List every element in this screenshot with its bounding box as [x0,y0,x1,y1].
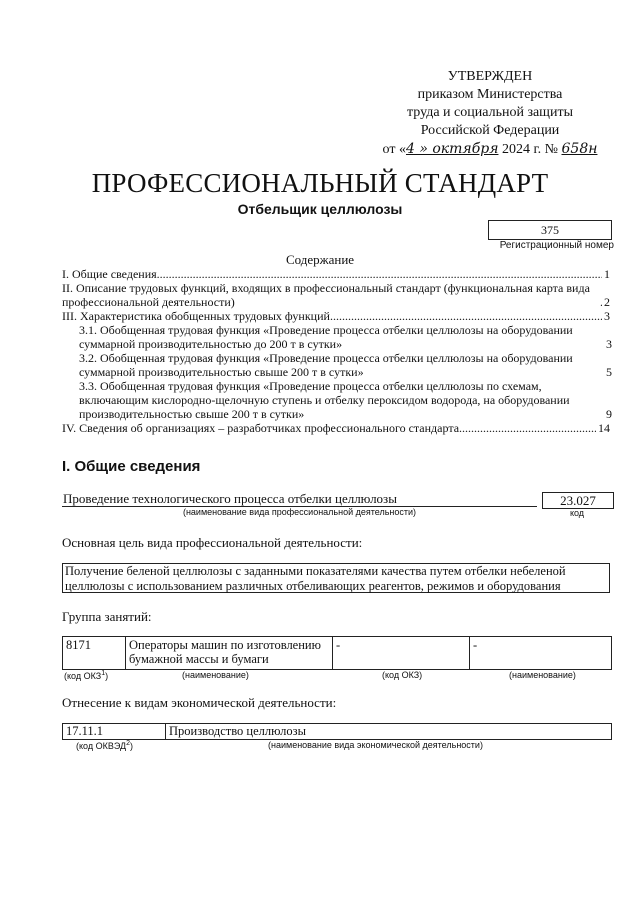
toc-leader [330,309,602,323]
toc-leader [157,267,602,281]
toc-item-text: IV. Сведения об организациях – разработчиках профессионального стандарта [62,421,460,435]
approval-line-2: приказом Министерства [417,87,563,102]
toc-item-text: I. Общие сведения [62,267,157,281]
okz-code-caption-1: (код ОКЗ$^1$) [64,670,109,681]
toc-item-page: 1 [604,267,610,281]
toc-leader [459,421,596,435]
toc-item-text: II. Описание трудовых функций, входящих в профессиональный стандарт (функциональная карта вида профессиональной деятельности) [62,281,590,309]
handwritten-date: 4 » октября [405,141,499,157]
okved-name: Производство целлюлозы [166,724,612,740]
toc-item-page: 5 [606,365,612,379]
toc-item[interactable] [62,281,610,309]
section-heading: I. Общие сведения [62,458,201,475]
toc-heading: Содержание [285,252,355,267]
group-label: Группа занятий: [62,609,152,624]
registration-label: Регистрационный номер [499,240,614,251]
page-title: ПРОФЕССИОНАЛЬНЫЙ СТАНДАРТ [91,168,549,198]
toc-item[interactable] [62,323,610,351]
toc-item[interactable] [62,421,610,435]
occupation-group-table [62,636,612,670]
okved-code-caption: (код ОКВЭД$^2$) [76,740,134,751]
okved-table [62,723,612,740]
toc-item[interactable] [62,351,610,379]
activity-kind-caption: (наименование вида профессиональной деятельности) [182,507,417,517]
okz-name-2: - [470,637,612,670]
purpose-label: Основная цель вида профессиональной деятельности: [62,535,363,550]
registration-number: 375 [488,220,612,240]
okz-code-caption-2: (код ОКЗ) [382,670,423,680]
approval-line-1: УТВЕРЖДЕН [447,69,533,84]
toc-item-page: 14 [598,421,610,435]
toc-item-page: 3 [606,337,612,351]
page-subtitle: Отбельщик целлюлозы [237,201,403,217]
toc-item-text: III. Характеристика обобщенных трудовых функций [62,309,330,323]
toc-item-page: 2 [604,295,610,309]
toc-item-text: 3.2. Обобщенная трудовая функция «Проведение процесса отбелки целлюлозы на оборудовании суммарной производительностью свыше 200 т в сутки» [79,351,573,379]
activity-code: 23.027 [542,492,614,509]
okved-name-caption: (наименование вида экономической деятельности) [268,740,483,750]
toc-item[interactable] [62,379,610,421]
table-row [63,637,612,670]
okz-code-1: 8171 [63,637,126,670]
okz-name-caption-2: (наименование) [509,670,576,680]
date-year: 2024 г. № [501,142,558,157]
date-prefix: от « [382,142,406,157]
toc-item-text: 3.3. Обобщенная трудовая функция «Проведение процесса отбелки целлюлозы по схемам, включающим кислородно-щелочную ступень и отбелку пероксидом водорода, на оборудовании производительностью свыше 200 т в сутки» [79,379,570,421]
toc-item-page: 9 [606,407,612,421]
toc-item[interactable] [62,267,610,281]
toc-item[interactable] [62,309,610,323]
okz-name-caption-1: (наименование) [182,670,249,680]
handwritten-number: 658н [561,141,598,157]
okved-label: Отнесение к видам экономической деятельности: [62,695,337,710]
table-of-contents [62,267,610,435]
activity-kind: Проведение технологического процесса отбелки целлюлозы [63,491,397,506]
purpose-text: Получение беленой целлюлозы с заданными показателями качества путем отбелки небеленой целлюлозы с использованием различных отбеливающих реагентов, режимов и оборудования [62,563,610,593]
toc-item-page: 3 [604,309,610,323]
approval-line-3: труда и социальной защиты [407,105,573,120]
activity-code-caption: код [569,508,585,518]
approval-date-line [340,140,640,159]
okved-code: 17.11.1 [63,724,166,740]
approval-block [340,68,640,159]
approval-line-4: Российской Федерации [420,123,560,138]
table-row [63,724,612,740]
okz-code-2: - [333,637,470,670]
okz-name-1: Операторы машин по изготовлению бумажной массы и бумаги [126,637,333,670]
toc-item-text: 3.1. Обобщенная трудовая функция «Проведение процесса отбелки целлюлозы на оборудовании суммарной производительностью до 200 т в сутки» [79,323,573,351]
